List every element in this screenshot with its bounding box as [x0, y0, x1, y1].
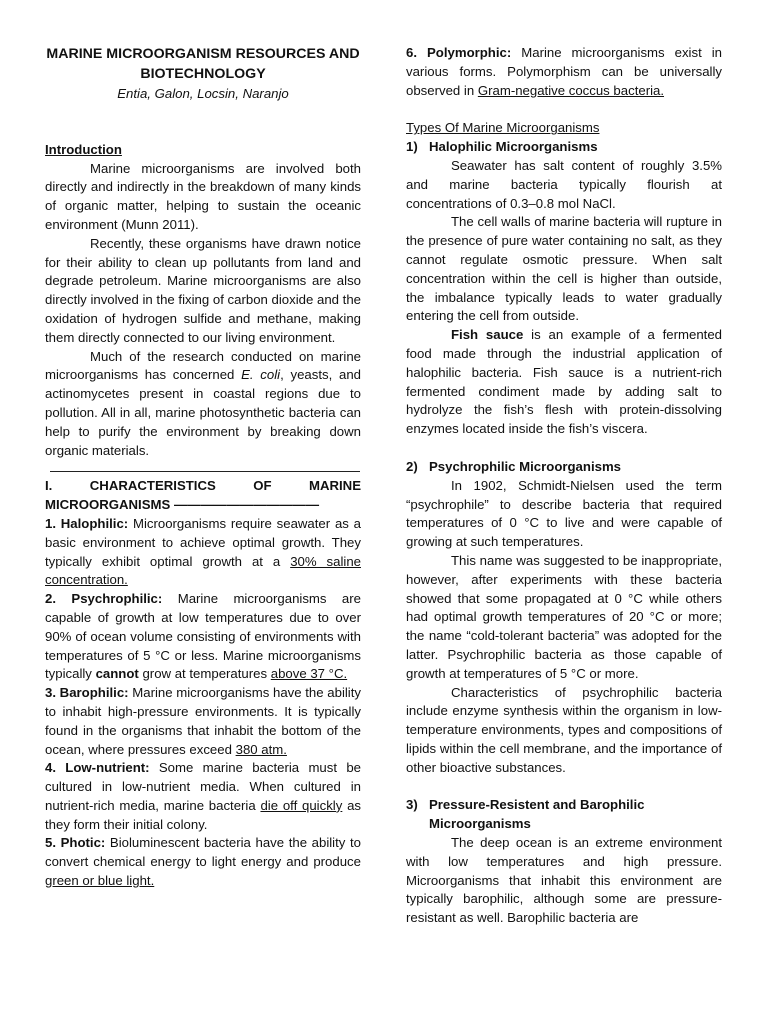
intro-paragraph-2: Recently, these organisms have drawn notice for their ability to clean up pollutants from land and degrade petroleum. Marine microorganisms are also directly involved in the fixing of carbon dioxide and the oxidation of hydrogen sulfide and methane, making them directly connected to our living environment. [45, 235, 361, 345]
characteristics-heading: I. CHARACTERISTICS OF MARINE MICROORGANISMS ——————————— [45, 478, 361, 513]
characteristic-low-nutrient [45, 759, 361, 834]
psychrophilic-number: 2) [406, 458, 418, 474]
intro-paragraph-1: Marine microorganisms are involved both directly and indirectly in the breakdown of many kinds of organic matter, helping to sustain the oceanic environment (Munn 2011). [45, 160, 361, 232]
char-text: Marine microorganisms are capable of growth at low temperatures due to over 90% of ocean volume consisting of environments with temperatures of 5 °C or less. Marine microorganisms typically [45, 591, 361, 682]
characteristic-psychrophilic [45, 590, 361, 684]
intro-p3-end: , yeasts, and actinomycetes present in coastal regions due to pollution. All in all, marine photosynthetic bacteria can help to purify the environment by breaking down organic materials. [45, 367, 361, 458]
characteristic-photic [45, 834, 361, 890]
halophilic-paragraph-3 [406, 326, 722, 439]
char-label: 5. Photic: [45, 835, 106, 851]
psychrophilic-heading [406, 458, 722, 477]
char-label: 1. Halophilic: [45, 515, 129, 531]
section-divider [50, 471, 360, 472]
authors: Entia, Galon, Locsin, Naranjo [117, 86, 289, 101]
barophilic-paragraph-1: The deep ocean is an extreme environment with low temperatures and high pressure. Microorganisms that inhabit this environment are typically barophilic, although some are pressure-resistant as well. Barophilic bacteria are [406, 835, 722, 926]
char-text-2: grow at temperatures [138, 666, 271, 682]
types-heading: Types Of Marine Microorganisms [406, 120, 600, 136]
halophilic-p3-text: is an example of a fermented food made through the industrial application of halophilic bacteria. Fish sauce is a nutrient-rich fermented condiment made by adding salt to hydrolyze the fish’s flesh with protein-dissolving enzymes located inside the fish’s viscera. [406, 327, 722, 437]
halophilic-paragraph-1: Seawater has salt content of roughly 3.5% and marine bacteria typically flourish at concentrations of 0.3–0.8 mol NaCl. [406, 157, 722, 211]
psychrophilic-paragraph-3: Characteristics of psychrophilic bacteria include enzyme synthesis within the organism in low-temperature environments, types and compositions of lipids within the cell membrane, and the importance of other bioactive substances. [406, 684, 722, 775]
barophilic-title: Pressure-Resistent and Barophilic Microorganisms [429, 797, 645, 832]
char-text: Bioluminescent bacteria have the ability to convert chemical energy to light energy and produce [45, 835, 361, 870]
char-text: Marine microorganisms exist in various forms. Polymorphism can be universally observed in [406, 45, 722, 98]
characteristic-halophilic [45, 515, 361, 590]
halophilic-paragraph-2: The cell walls of marine bacteria will rupture in the presence of pure water containing no salt, as they cannot regulate osmotic pressure. When salt concentration within the cell is higher than outside, the imbalance typically leads to water gradually entering the cell from outside. [406, 214, 722, 324]
char-highlight: green or blue light. [45, 873, 155, 889]
char-label: 4. Low-nutrient: [45, 760, 150, 776]
intro-p3-start: Much of the research conducted on marine microorganisms has concerned [45, 348, 361, 383]
halophilic-heading [406, 138, 722, 157]
char-text: Some marine bacteria must be cultured in low-nutrient media. When cultured in nutrient-rich media, marine bacteria [45, 760, 361, 813]
introduction-heading: Introduction [45, 141, 122, 157]
intro-paragraph-3 [45, 348, 361, 461]
char-label: 6. Polymorphic: [406, 45, 512, 60]
left-column [45, 44, 361, 891]
characteristic-barophilic [45, 684, 361, 759]
fish-sauce-term: Fish sauce [451, 327, 524, 343]
char-rest: as they form their initial colony. [45, 797, 361, 832]
halophilic-title: Halophilic Microorganisms [429, 139, 598, 155]
char-label: 2. Psychrophilic: [45, 591, 163, 607]
barophilic-number: 3) [406, 797, 418, 813]
char-bold: cannot [95, 666, 139, 682]
barophilic-heading [406, 796, 722, 834]
psychrophilic-paragraph-2: This name was suggested to be inappropriate, however, after experiments with these bacteria showed that some propagated at 0 °C while others had optimal growth temperatures of 20 °C or more; the name “cold-tolerant bacteria” was adopted for the latter. Psychrophilic bacteria as those capable of growth at temperatures of 5 °C or more. [406, 552, 722, 681]
ecoli-term: E. coli [241, 367, 281, 383]
char-label: 3. Barophilic: [45, 685, 129, 701]
char-highlight: 380 atm. [235, 741, 287, 757]
right-column [406, 44, 722, 928]
halophilic-number: 1) [406, 139, 418, 155]
psychrophilic-paragraph-1: In 1902, Schmidt-Nielsen used the term “psychrophile” to describe bacteria that required temperatures of 0 °C to live and were capable of growing at such temperatures. [406, 477, 722, 550]
char-highlight: die off quickly [260, 797, 343, 813]
char-text: Microorganisms require seawater as a basic environment to achieve optimal growth. They typically exhibit optimal growth at a [45, 515, 361, 569]
characteristic-polymorphic [406, 44, 722, 100]
char-highlight: Gram-negative coccus bacteria. [477, 82, 665, 98]
document-title: MARINE MICROORGANISM RESOURCES AND BIOTECHNOLOGY [46, 46, 360, 82]
psychrophilic-title: Psychrophilic Microorganisms [429, 458, 622, 474]
char-text: Marine microorganisms have the ability to inhabit high-pressure environments. It is typically found in the organisms that inhabit the bottom of the ocean, where pressures exceed [45, 685, 361, 757]
char-highlight: 30% saline concentration. [45, 553, 361, 588]
char-highlight: above 37 °C. [270, 666, 348, 682]
